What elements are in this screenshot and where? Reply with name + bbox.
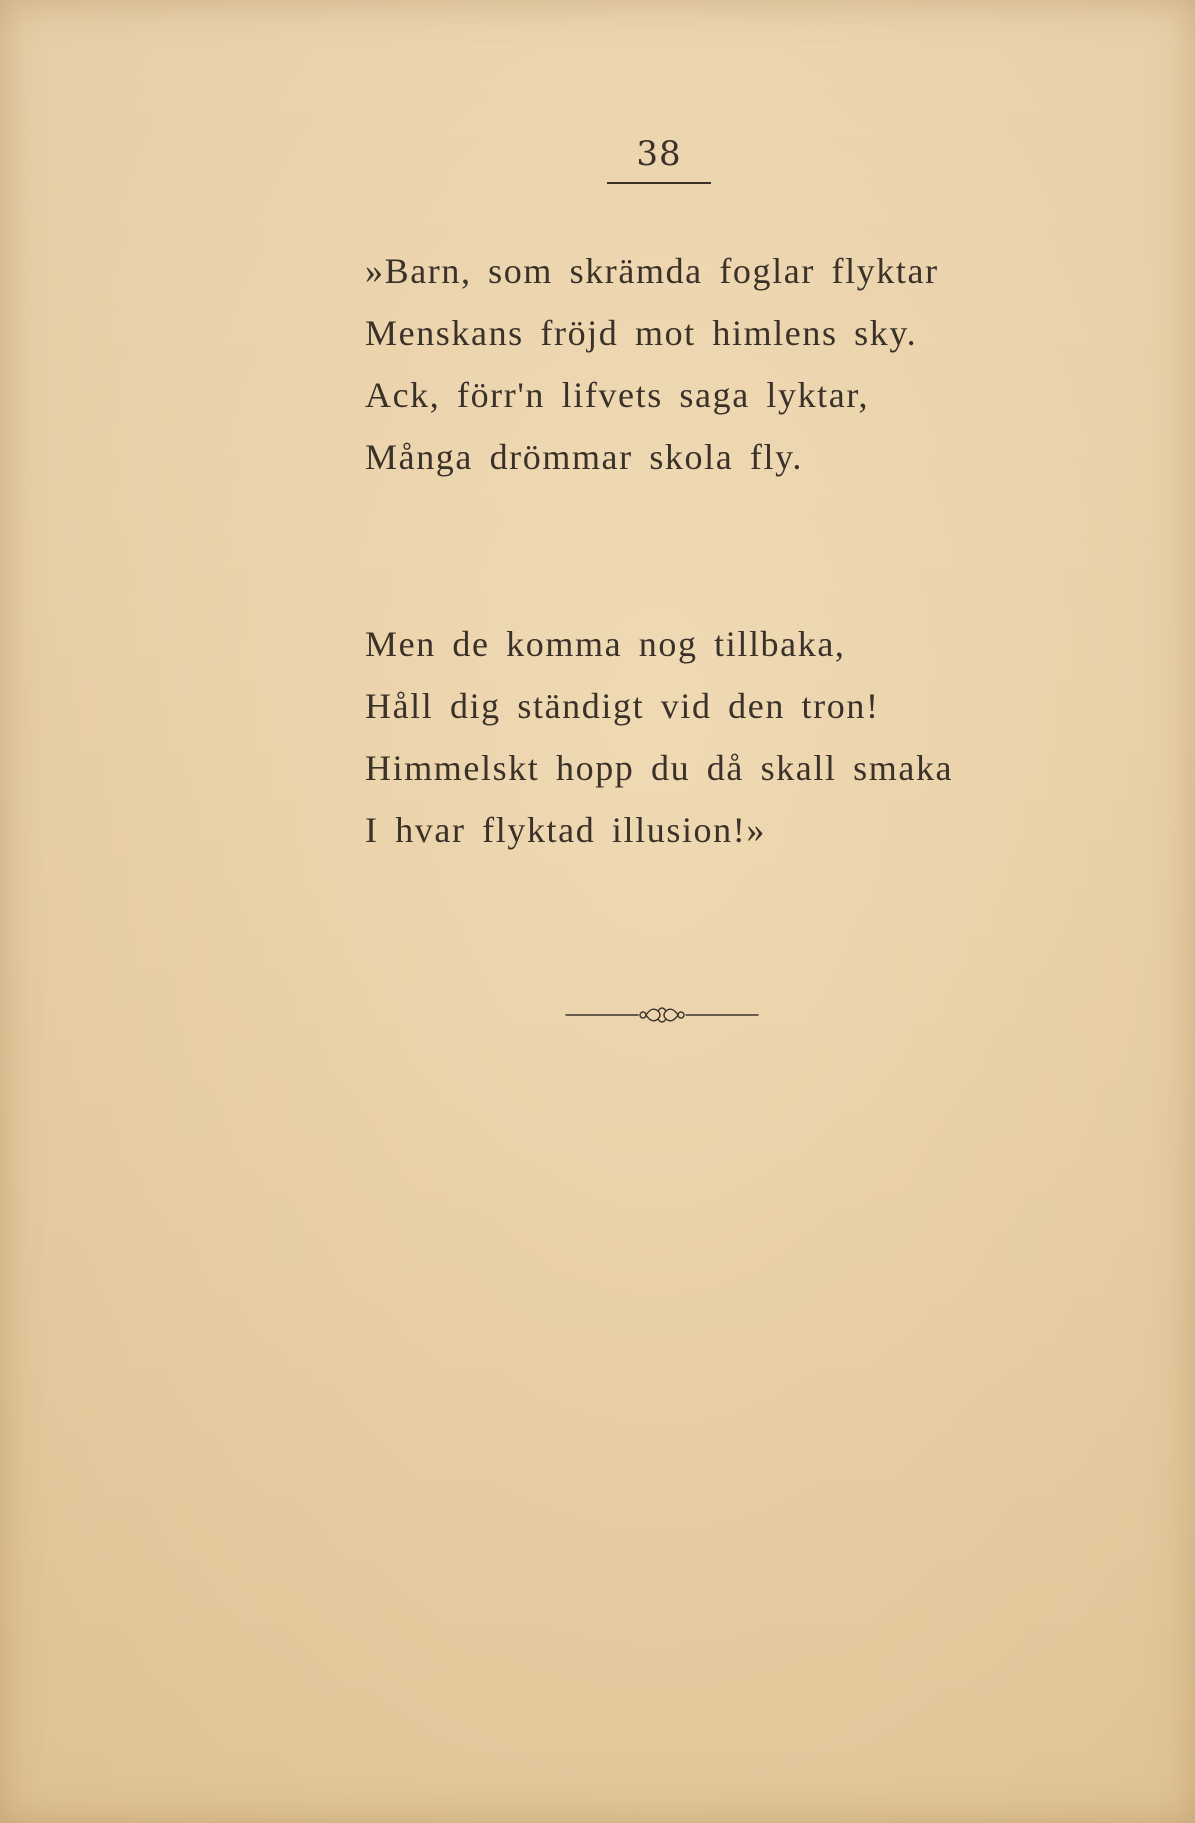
verse-line: Men de komma nog tillbaka, [365,624,846,664]
page-number-rule [607,182,711,184]
verse-line: »Barn, som skrämda foglar flyktar [365,251,939,291]
verse-line: Håll dig ständigt vid den tron! [365,686,880,726]
verse-line: Många drömmar skola fly. [365,437,803,477]
ornamental-divider-icon [564,1003,760,1027]
verse-line: Menskans fröjd mot himlens sky. [365,313,918,353]
verse-line: Himmelskt hopp du då skall smaka [365,748,954,788]
verse-line: I hvar flyktad illusion!» [365,810,766,850]
stanza-2 [365,613,953,861]
stanza-1 [365,240,939,488]
page-number: 38 [636,134,682,174]
verse-line: Ack, förr'n lifvets saga lyktar, [365,375,870,415]
